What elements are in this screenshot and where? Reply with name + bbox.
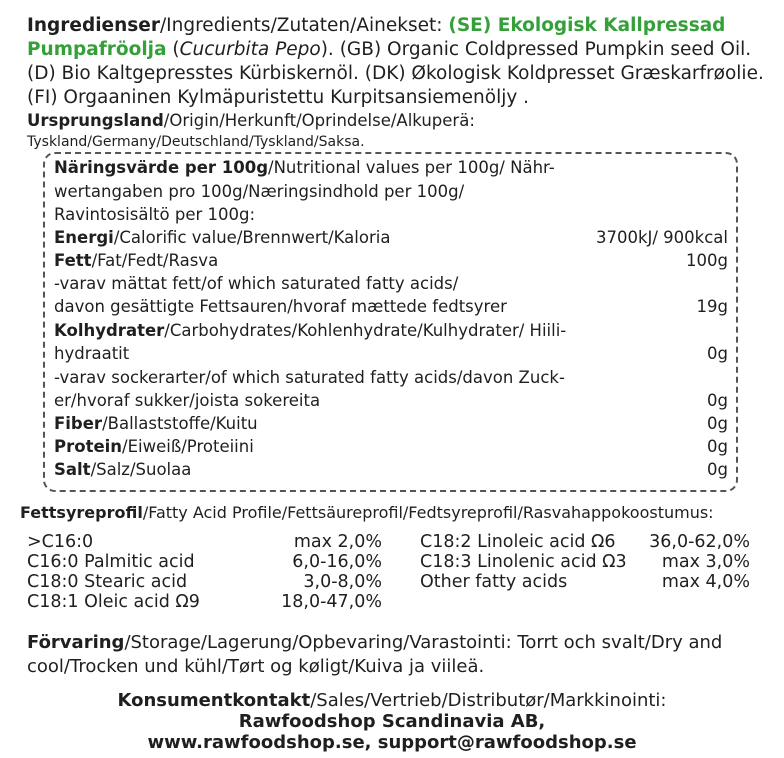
protein-translations: /Eiweiß/Proteiini [122,437,254,456]
fat-row [54,250,218,272]
sugar-line-1: -varav sockerarter/of which saturated fatty acids/davon Zuck- [54,368,565,387]
contact-translations: /Sales/Vertrieb/Distributør/Markkinointi: [310,690,667,711]
fiber-translations: /Ballaststoffe/Kuitu [102,414,258,433]
sat-fat-line-2: davon gesättigte Fettsauren/hvoraf mættede fedtsyrer [54,297,507,316]
fat-translations: /Fat/Fedt/Rasva [91,251,219,270]
nutrition-header-text-1: /Nutritional values per 100g/ Nähr- [268,158,555,177]
fatty-acid-name: C16:0 Palmitic acid [27,552,195,572]
salt-label: Salt [54,460,91,479]
fatty-acid-name: C18:0 Stearic acid [27,572,188,592]
nutrition-header [54,157,555,179]
protein-row [54,436,254,458]
fatty-acid-value: 3,0-8,0% [303,572,382,592]
sugar-line-2: er/hvoraf sukker/joista sokereita [54,391,321,410]
protein-value: 0g [707,437,728,456]
origin-label: Ursprungsland [27,111,164,130]
fatty-acid-value: max 2,0% [293,532,382,552]
carbs-line-2: hydraatit [54,344,130,363]
energy-value: 3700kJ/ 900kcal [595,228,728,247]
storage-label: Förvaring [27,632,125,653]
carbs-value: 0g [707,344,728,363]
fatty-acid-label: Fettsyreprofil [20,503,143,522]
contact-label: Konsumentkontakt [117,690,311,711]
fatty-acid-name: C18:1 Oleic acid Ω9 [27,592,200,612]
fat-value: 100g [686,251,728,270]
storage-block [27,631,767,679]
fatty-acid-value: 18,0-47,0% [281,592,382,612]
fatty-acid-value: 36,0-62,0% [649,532,750,552]
protein-label: Protein [54,437,123,456]
sat-fat-value: 19g [696,297,728,316]
fatty-acid-name: C18:2 Linoleic acid Ω6 [420,532,616,552]
ingredients-text: ). (GB) Organic Coldpressed Pumpkin seed Oil. (D) Bio Kaltgepresstes Kürbiskernöl. (DK) Økologisk Koldpresset Græskarfrøolie. (FI) Orgaaninen Kylmäpuristettu Kurpitsansiemenöljy . [27,39,764,108]
fatty-acid-translations: /Fatty Acid Profile/Fettsäureprofil/Fedtsyreprofil/Rasvahappokoostumus: [142,503,714,522]
company-name: Rawfoodshop Scandinavia AB, [238,711,546,732]
ingredients-name-se: (SE) Ekologisk Kallpressad Pumpafröolja [27,15,726,60]
contact-header [0,690,784,711]
nutrition-header-text-2: wertangaben pro 100g/Næringsindhold per 100g/ [54,182,465,201]
fatty-acid-value: max 3,0% [661,552,750,572]
origin-label-translations: /Origin/Herkunft/Oprindelse/Alkuperä: [163,111,475,130]
fatty-acid-name: >C16:0 [27,532,94,552]
fatty-acid-name: Other fatty acids [420,572,568,592]
ingredients-block [27,14,767,110]
salt-value: 0g [707,460,728,479]
fiber-row [54,413,258,435]
carbs-label: Kolhydrater [54,321,165,340]
fatty-acid-value: 6,0-16,0% [292,552,382,572]
ingredients-label: Ingredienser [27,15,160,36]
latin-name: Cucurbita Pepo [179,39,321,60]
carbs-row [54,320,566,342]
fat-label: Fett [54,251,92,270]
fatty-acid-header [20,502,714,524]
sat-fat-line-1: -varav mättat fett/of which saturated fatty acids/ [54,274,459,293]
nutrition-header-label: Näringsvärde per 100g [54,158,269,177]
energy-label: Energi [54,228,114,247]
energy-translations: /Calorific value/Brennwert/Kaloria [113,228,391,247]
storage-text: /Storage/Lagerung/Opbevaring/Varastointi: Torrt och svalt/Dry and cool/Trocken und kühl/Tørt og køligt/Kuiva ja viileä. [27,632,723,677]
carbs-translations: /Carbohydrates/Kohlenhydrate/Kulhydrater/ Hiili- [164,321,567,340]
fatty-acid-name: C18:3 Linolenic acid Ω3 [420,552,627,572]
fiber-value: 0g [707,414,728,433]
ingredients-label-translations: /Ingredients/Zutaten/Ainekset: [159,15,449,36]
salt-row [54,459,191,481]
sugar-value: 0g [707,391,728,410]
latin-open: ( [166,39,180,60]
origin-block [27,111,767,152]
salt-translations: /Salz/Suolaa [90,460,192,479]
energy-row [54,227,390,249]
fatty-acid-value: max 4,0% [661,572,750,592]
origin-value: Tyskland/Germany/Deutschland/Tyskland/Saksa. [27,134,365,150]
web-email: www.rawfoodshop.se, support@rawfoodshop.se [147,732,637,753]
fiber-label: Fiber [54,414,103,433]
nutrition-header-text-3: Ravintosisältö per 100g: [54,205,256,224]
